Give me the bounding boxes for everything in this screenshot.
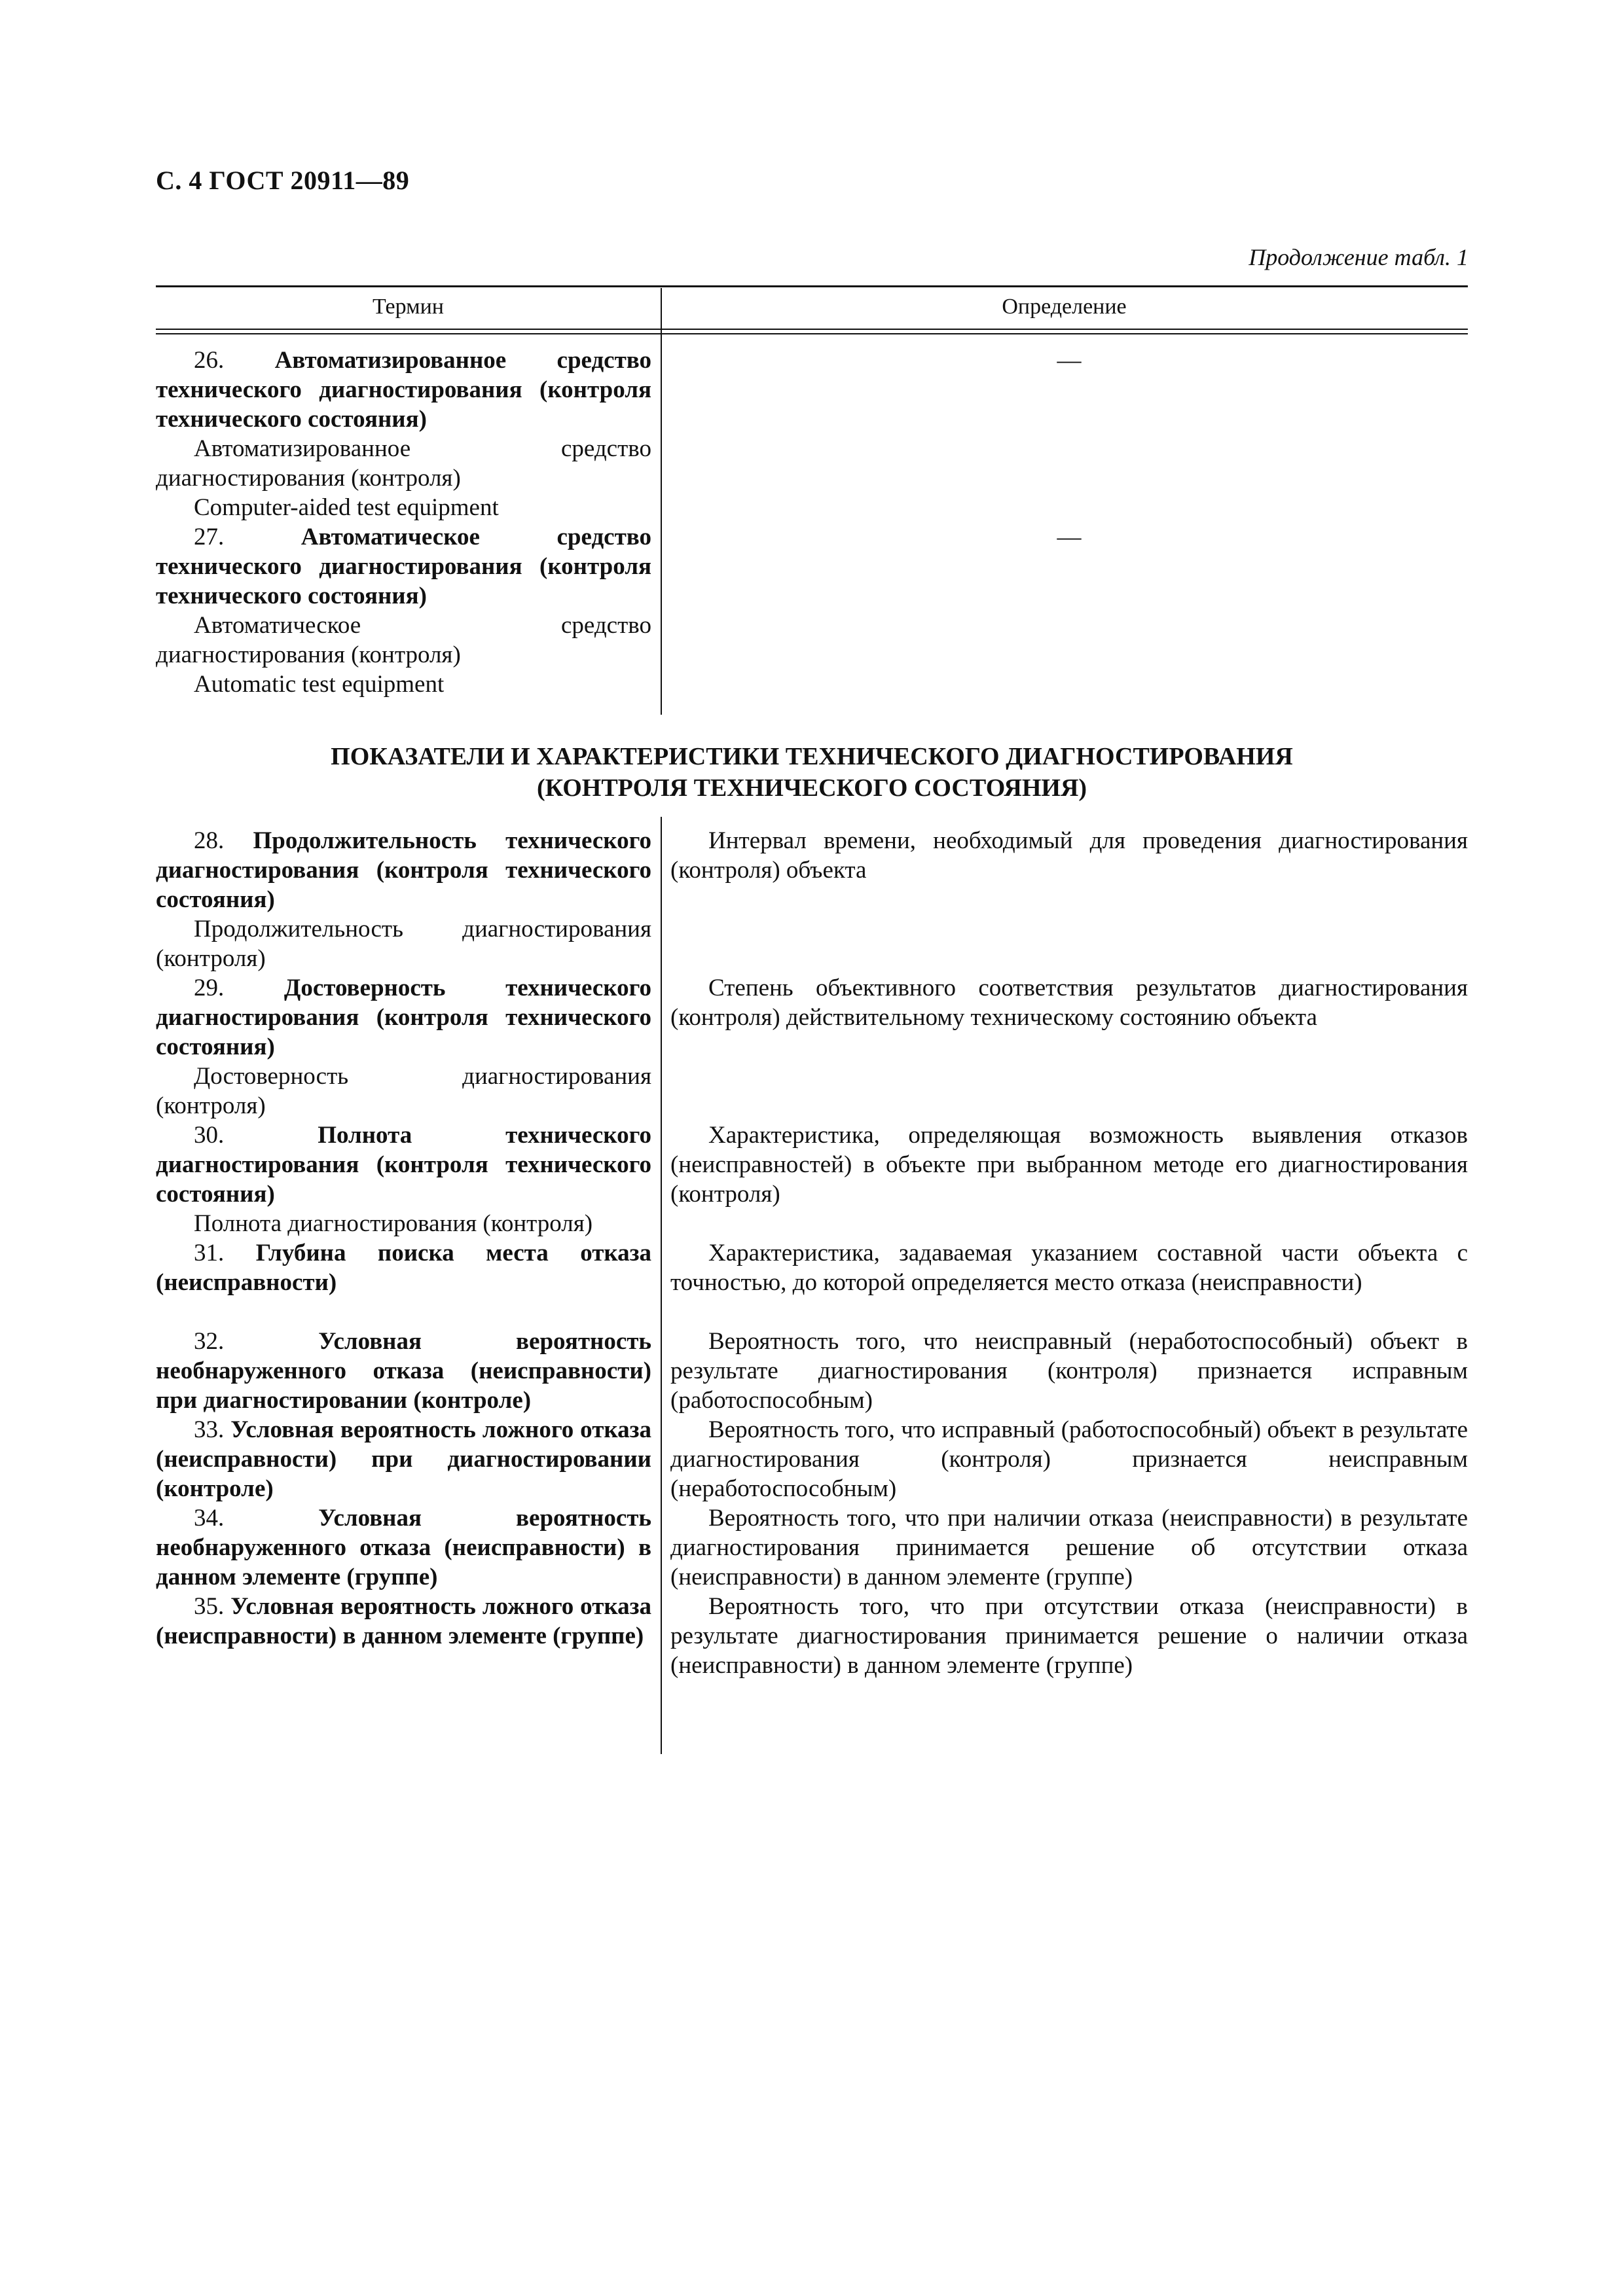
term-synonym: Автоматическое средство диагностирования (контроля) — [156, 612, 651, 668]
column-header-term: Термин — [373, 295, 444, 319]
term-title: Автоматическое средство технического диагностирования (контроля технического состояния) — [156, 524, 651, 609]
table-continuation-note: Продолжение табл. 1 — [1249, 244, 1468, 270]
term-title: Условная вероятность необнаруженного отказа (неисправности) в данном элементе (группе) — [156, 1505, 651, 1590]
definition-text: Интервал времени, необходимый для проведения диагностирования (контроля) объекта — [670, 827, 1468, 884]
column-header-definition: Определение — [1002, 295, 1127, 319]
entry-number: 30. — [194, 1122, 225, 1149]
definition-cell — [670, 1415, 1468, 1503]
definition-cell — [670, 1121, 1468, 1209]
term-cell — [156, 1503, 651, 1592]
term-synonym: Достоверность диагностирования (контроля) — [156, 1063, 651, 1119]
definition-cell — [670, 826, 1468, 885]
term-cell — [156, 973, 651, 1121]
page-header: С. 4 ГОСТ 20911—89 — [156, 166, 410, 195]
term-cell — [156, 1238, 651, 1297]
term-cell — [156, 346, 651, 522]
term-title: Автоматизированное средство технического диагностирования (контроля технического состояния) — [156, 347, 652, 433]
entry-number: 27. — [194, 524, 225, 550]
section-title — [156, 741, 1468, 804]
entry-number: 29. — [194, 975, 225, 1001]
term-title: Полнота технического диагностирования (контроля технического состояния) — [156, 1122, 651, 1208]
term-title: Условная вероятность ложного отказа (неисправности) в данном элементе (группе) — [156, 1593, 651, 1649]
entry-number: 35. — [194, 1593, 225, 1620]
term-title: Достоверность технического диагностирования (контроля технического состояния) — [156, 975, 651, 1060]
term-synonym: Продолжительность диагностирования (контроля) — [156, 916, 651, 972]
definition-cell — [670, 973, 1468, 1032]
definition-text: Характеристика, определяющая возможность выявления отказов (неисправностей) в объекте при выбранном методе его диагностирования (контроля) — [670, 1122, 1468, 1208]
definition-text: Вероятность того, что исправный (работоспособный) объект в результате диагностирования (контроля) признается неисправным (неработоспособным) — [670, 1416, 1468, 1502]
definition-cell — [670, 1592, 1468, 1680]
definition-text: Вероятность того, что при наличии отказа (неисправности) в результате диагностирования принимается решение об отсутствии отказа (неисправности) в данном элементе (группе) — [670, 1505, 1468, 1590]
term-synonym: Автоматизированное средство диагностирования (контроля) — [156, 435, 651, 492]
term-title: Глубина поиска места отказа (неисправности) — [156, 1240, 652, 1296]
definition-cell — [670, 1327, 1468, 1415]
entry-number: 28. — [194, 827, 225, 854]
term-title: Условная вероятность необнаруженного отказа (неисправности) при диагностировании (контроле) — [156, 1328, 651, 1414]
header-rule — [156, 329, 1468, 330]
definition-text: Вероятность того, что неисправный (неработоспособный) объект в результате диагностирования (контроля) признается исправным (работоспособным) — [670, 1328, 1468, 1414]
section-title-line-1: ПОКАЗАТЕЛИ И ХАРАКТЕРИСТИКИ ТЕХНИЧЕСКОГО ДИАГНОСТИРОВАНИЯ — [331, 743, 1293, 770]
term-cell — [156, 522, 651, 699]
definition-dash: — — [1057, 524, 1082, 550]
table-header-row — [156, 288, 1468, 327]
term-cell — [156, 826, 651, 973]
definition-dash: — — [1057, 347, 1082, 374]
definition-text: Характеристика, задаваемая указанием составной части объекта с точностью, до которой определяется место отказа (неисправности) — [670, 1240, 1468, 1296]
term-cell — [156, 1121, 651, 1238]
term-cell — [156, 1592, 651, 1651]
entry-number: 31. — [194, 1240, 225, 1266]
entry-number: 33. — [194, 1416, 225, 1443]
term-english: Computer-aided test equipment — [194, 494, 499, 521]
term-title: Продолжительность технического диагностирования (контроля технического состояния) — [156, 827, 652, 913]
term-english: Automatic test equipment — [194, 671, 445, 698]
definition-cell — [670, 1503, 1468, 1592]
term-cell — [156, 1327, 651, 1415]
header-rule-double — [156, 333, 1468, 334]
term-synonym: Полнота диагностирования (контроля) — [194, 1210, 593, 1237]
term-title: Условная вероятность ложного отказа (неисправности) при диагностировании (контроле) — [156, 1416, 651, 1502]
definition-cell — [670, 1238, 1468, 1297]
column-divider-lower — [661, 817, 662, 1754]
entry-number: 34. — [194, 1505, 225, 1532]
entry-number: 26. — [194, 347, 225, 374]
section-title-line-2: (КОНТРОЛЯ ТЕХНИЧЕСКОГО СОСТОЯНИЯ) — [536, 774, 1087, 802]
table-top-rule — [156, 285, 1468, 287]
definition-text: Вероятность того, что при отсутствии отказа (неисправности) в результате диагностирования принимается решение о наличии отказа (неисправности) в данном элементе (группе) — [670, 1593, 1468, 1679]
definition-text: Степень объективного соответствия результатов диагностирования (контроля) действительному техническому состоянию объекта — [670, 975, 1468, 1031]
term-cell — [156, 1415, 651, 1503]
column-divider-upper — [661, 288, 662, 715]
entry-number: 32. — [194, 1328, 225, 1355]
